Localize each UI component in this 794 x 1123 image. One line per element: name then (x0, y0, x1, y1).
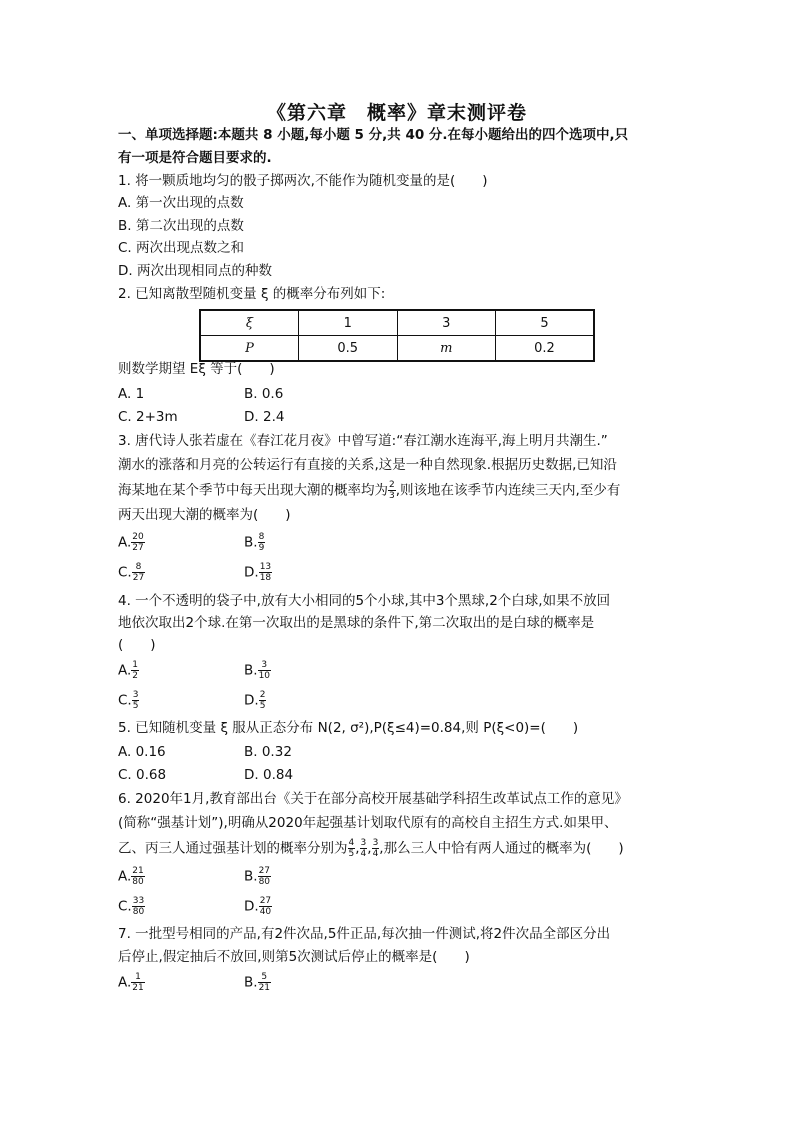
q7-option-a: A. $\frac{1}{21}$ (118, 972, 144, 993)
fraction: $\frac{27}{40}$ (259, 896, 272, 917)
table-row (200, 310, 594, 336)
q3-line1: 3. 唐代诗人张若虚在《春江花月夜》中曾写道:“春江潮水连海平,海上明月共潮生.” (118, 433, 608, 449)
fraction: $\frac{27}{80}$ (258, 866, 271, 887)
q2-option-a: A. 1 (118, 386, 145, 402)
q2-option-b: B. 0.6 (244, 386, 284, 402)
q5-option-d: D. 0.84 (244, 767, 294, 783)
table-cell: 1 (299, 310, 398, 336)
q5-stem: 5. 已知随机变量 ξ 服从正态分布 N(2, σ²),P(ξ≤4)=0.84,则 P(ξ<0)=( ) (118, 720, 579, 736)
section-heading-line2: 有一项是符合题目要求的. (118, 150, 272, 166)
q7-line2: 后停止,假定抽后不放回,则第5次测试后停止的概率是( ) (118, 949, 470, 965)
table-cell: 0.2 (496, 336, 595, 362)
page-title: 《第六章 概率》章末测评卷 (266, 102, 527, 124)
q3-option-b: B. $\frac{8}{9}$ (244, 532, 265, 553)
q4-option-b: B. $\frac{3}{10}$ (244, 660, 271, 681)
fraction: $\frac{1}{2}$ (132, 660, 139, 681)
q3-line3-text: 海某地在某个季节中每天出现大潮的概率均为 (118, 482, 388, 499)
q1-stem: 1. 将一颗质地均匀的骰子掷两次,不能作为随机变量的是( ) (118, 173, 488, 189)
q3-option-d: D. $\frac{13}{18}$ (244, 562, 272, 583)
fraction: $\frac{1}{21}$ (132, 972, 144, 993)
q5-option-a: A. 0.16 (118, 744, 166, 760)
table-cell: 0.5 (299, 336, 398, 362)
q3-option-c: C. $\frac{8}{27}$ (118, 562, 145, 583)
q1-option-a: A. 第一次出现的点数 (118, 195, 244, 211)
q6-line2: (简称“强基计划”),明确从2020年起强基计划取代原有的高校自主招生方式.如果甲、 (118, 815, 618, 831)
q7-line1: 7. 一批型号相同的产品,有2件次品,5件正品,每次抽一件测试,将2件次品全部区分出 (118, 926, 611, 942)
q3-line3 (118, 480, 620, 501)
table-cell: 3 (397, 310, 496, 336)
section-heading-line1: 一、单项选择题:本题共 8 小题,每小题 5 分,共 40 分.在每小题给出的四个选项中,只 (118, 127, 629, 143)
fraction: $\frac{4}{5}$ (348, 838, 355, 859)
fraction: $\frac{3}{4}$ (360, 838, 367, 859)
table-row (200, 336, 594, 362)
q2-option-c: C. 2+3m (118, 409, 178, 425)
distribution-table (199, 309, 595, 362)
q4-option-a: A. $\frac{1}{2}$ (118, 660, 139, 681)
fraction: $\frac{8}{9}$ (258, 532, 265, 553)
fraction: $\frac{13}{18}$ (259, 562, 272, 583)
q1-option-d: D. 两次出现相同点的种数 (118, 263, 272, 279)
q4-option-d: D. $\frac{2}{5}$ (244, 690, 266, 711)
q4-option-c: C. $\frac{3}{5}$ (118, 690, 139, 711)
fraction: $\frac{5}{21}$ (258, 972, 271, 993)
q6-line3: 乙、丙三人通过强基计划的概率分别为 $\frac{4}{5}$ , $\frac{3}{4}$ , $\frac{3}{4}$ ,那么三人中恰有两人通过的概率为( ) (118, 838, 624, 859)
q4-line3: ( ) (118, 637, 156, 653)
fraction: $\frac{3}{4}$ (372, 838, 379, 859)
q6-line1: 6. 2020年1月,教育部出台《关于在部分高校开展基础学科招生改革试点工作的意见》 (118, 791, 628, 807)
q6-option-c: C. $\frac{33}{80}$ (118, 896, 145, 917)
q3-line3-text-end: ,则该地在该季节内连续三天内,至少有 (395, 482, 621, 499)
fraction: $\frac{2}{5}$ (259, 690, 266, 711)
q5-option-c: C. 0.68 (118, 767, 167, 783)
q2-question: 则数学期望 Eξ 等于( ) (118, 361, 275, 377)
q2-stem: 2. 已知离散型随机变量 ξ 的概率分布列如下: (118, 286, 386, 302)
q7-option-b: B. $\frac{5}{21}$ (244, 972, 271, 993)
q3-line4: 两天出现大潮的概率为( ) (118, 507, 291, 523)
q6-option-b: B. $\frac{27}{80}$ (244, 866, 271, 887)
q6-option-d: D. $\frac{27}{40}$ (244, 896, 272, 917)
table-cell: ξ (200, 310, 299, 336)
fraction: $\frac{20}{27}$ (132, 532, 144, 553)
table-cell: 5 (496, 310, 595, 336)
q3-option-a: A. $\frac{20}{27}$ (118, 532, 144, 553)
q3-line2: 潮水的涨落和月亮的公转运行有直接的关系,这是一种自然现象.根据历史数据,已知沿 (118, 457, 617, 473)
q4-line1: 4. 一个不透明的袋子中,放有大小相同的5个小球,其中3个黑球,2个白球,如果不放回 (118, 593, 611, 609)
q1-option-c: C. 两次出现点数之和 (118, 240, 245, 256)
fraction: $\frac{21}{80}$ (132, 866, 144, 887)
fraction: $\frac{3}{5}$ (132, 690, 139, 711)
fraction: $\frac{8}{27}$ (132, 562, 145, 583)
fraction: $\frac{2}{3}$ (389, 480, 395, 501)
fraction: $\frac{33}{80}$ (132, 896, 145, 917)
q1-option-b: B. 第二次出现的点数 (118, 218, 244, 234)
q6-option-a: A. $\frac{21}{80}$ (118, 866, 144, 887)
table-cell: m (397, 336, 496, 362)
q4-line2: 地依次取出2个球.在第一次取出的是黑球的条件下,第二次取出的是白球的概率是 (118, 615, 595, 631)
q5-option-b: B. 0.32 (244, 744, 292, 760)
q2-option-d: D. 2.4 (244, 409, 285, 425)
fraction: $\frac{3}{10}$ (258, 660, 271, 681)
table-cell: P (200, 336, 299, 362)
